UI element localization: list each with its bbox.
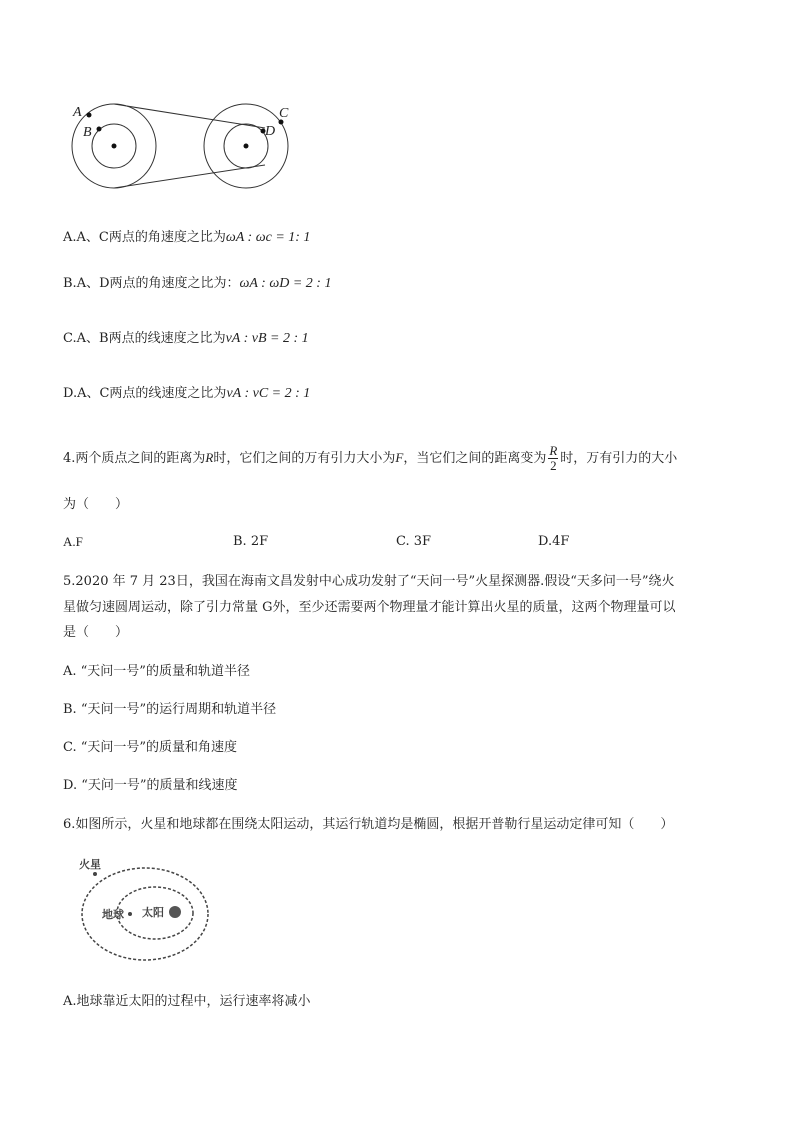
q5-stem-line1: 5.2020 年 7 月 23日，我国在海南文昌发射中心成功发射了“天问一号”火星探测器.假设“天多问一号”绕火 [63, 574, 675, 589]
q4-option-c[interactable]: C. 3F [396, 534, 432, 549]
option-text: A、C两点的角速度之比为 [76, 230, 226, 245]
point-a-dot [87, 113, 92, 118]
r-over-2-fraction [548, 444, 558, 473]
q3-option-c[interactable] [63, 329, 309, 349]
option-text: A、D两点的角速度之比为： [76, 276, 240, 291]
q4-var-f: F [395, 450, 404, 465]
q3-option-d[interactable] [63, 384, 310, 404]
option-math: vA : vB = 2 : 1 [225, 331, 309, 346]
q4-option-b[interactable]: B. 2F [233, 534, 269, 549]
q4-text: 时，它们之间的万有引力大小为 [213, 451, 396, 466]
q4-stem-line2: 为（ ） [63, 497, 129, 512]
q5-option-a[interactable]: A. “天问一号”的质量和轨道半径 [63, 664, 250, 679]
q5-stem-line3: 是（ ） [63, 625, 129, 640]
q4-option-d[interactable]: D.4F [538, 534, 570, 549]
option-math: ωA : ωc = 1: 1 [225, 230, 311, 245]
q3-option-a[interactable] [63, 228, 310, 248]
q4-text: 时，万有引力的大小 [560, 451, 678, 466]
label-b: B [83, 125, 92, 140]
left-center-dot [112, 144, 117, 149]
point-b-dot [97, 127, 102, 132]
label-c: C [279, 106, 289, 121]
q6-stem: 6.如图所示，火星和地球都在围绕太阳运动，其运行轨道均是椭圆，根据开普勒行星运动定律可知（ ） [63, 817, 674, 832]
label-d: D [265, 124, 276, 139]
earth-dot [128, 912, 132, 916]
mars-dot [93, 872, 97, 876]
q4-stem [63, 438, 677, 478]
fraction-numerator: R [549, 443, 558, 458]
option-prefix: B. [63, 276, 77, 291]
q6-option-a[interactable]: A.地球靠近太阳的过程中，运行速率将减小 [63, 994, 311, 1009]
option-text: A、B两点的线速度之比为 [76, 331, 226, 346]
earth-label: 地球 [102, 908, 124, 921]
q5-option-b[interactable]: B. “天问一号”的运行周期和轨道半径 [63, 702, 277, 717]
orbit-figure [75, 850, 215, 970]
belt-pulley-figure [60, 95, 310, 200]
q4-text: ，当它们之间的距离变为 [403, 451, 547, 466]
q5-stem-line2: 星做匀速圆周运动，除了引力常量 G外，至少还需要两个物理量才能计算出火星的质量，这两个物理量可以 [63, 600, 676, 615]
sun-label: 太阳 [142, 906, 164, 919]
q4-text: 4.两个质点之间的距离为 [63, 451, 206, 466]
q4-var-r: R [205, 450, 214, 465]
q3-option-b[interactable] [63, 274, 331, 294]
belt-bottom [114, 165, 265, 188]
q5-option-d[interactable]: D. “天问一号”的质量和线速度 [63, 778, 238, 793]
mars-label: 火星 [79, 858, 101, 871]
q5-option-c[interactable]: C. “天问一号”的质量和角速度 [63, 740, 238, 755]
belt-top [114, 104, 265, 128]
option-text: A、C两点的线速度之比为 [77, 386, 227, 401]
label-a: A [73, 105, 82, 120]
q4-option-a[interactable]: A.F [63, 534, 83, 549]
option-math: vA : vC = 2 : 1 [226, 386, 311, 401]
right-center-dot [244, 144, 249, 149]
option-prefix: A. [63, 230, 77, 245]
option-prefix: C. [63, 331, 77, 346]
option-prefix: D. [63, 386, 78, 401]
option-math: ωA : ωD = 2 : 1 [239, 276, 332, 291]
fraction-denominator: 2 [550, 458, 557, 473]
sun-icon [169, 906, 181, 918]
